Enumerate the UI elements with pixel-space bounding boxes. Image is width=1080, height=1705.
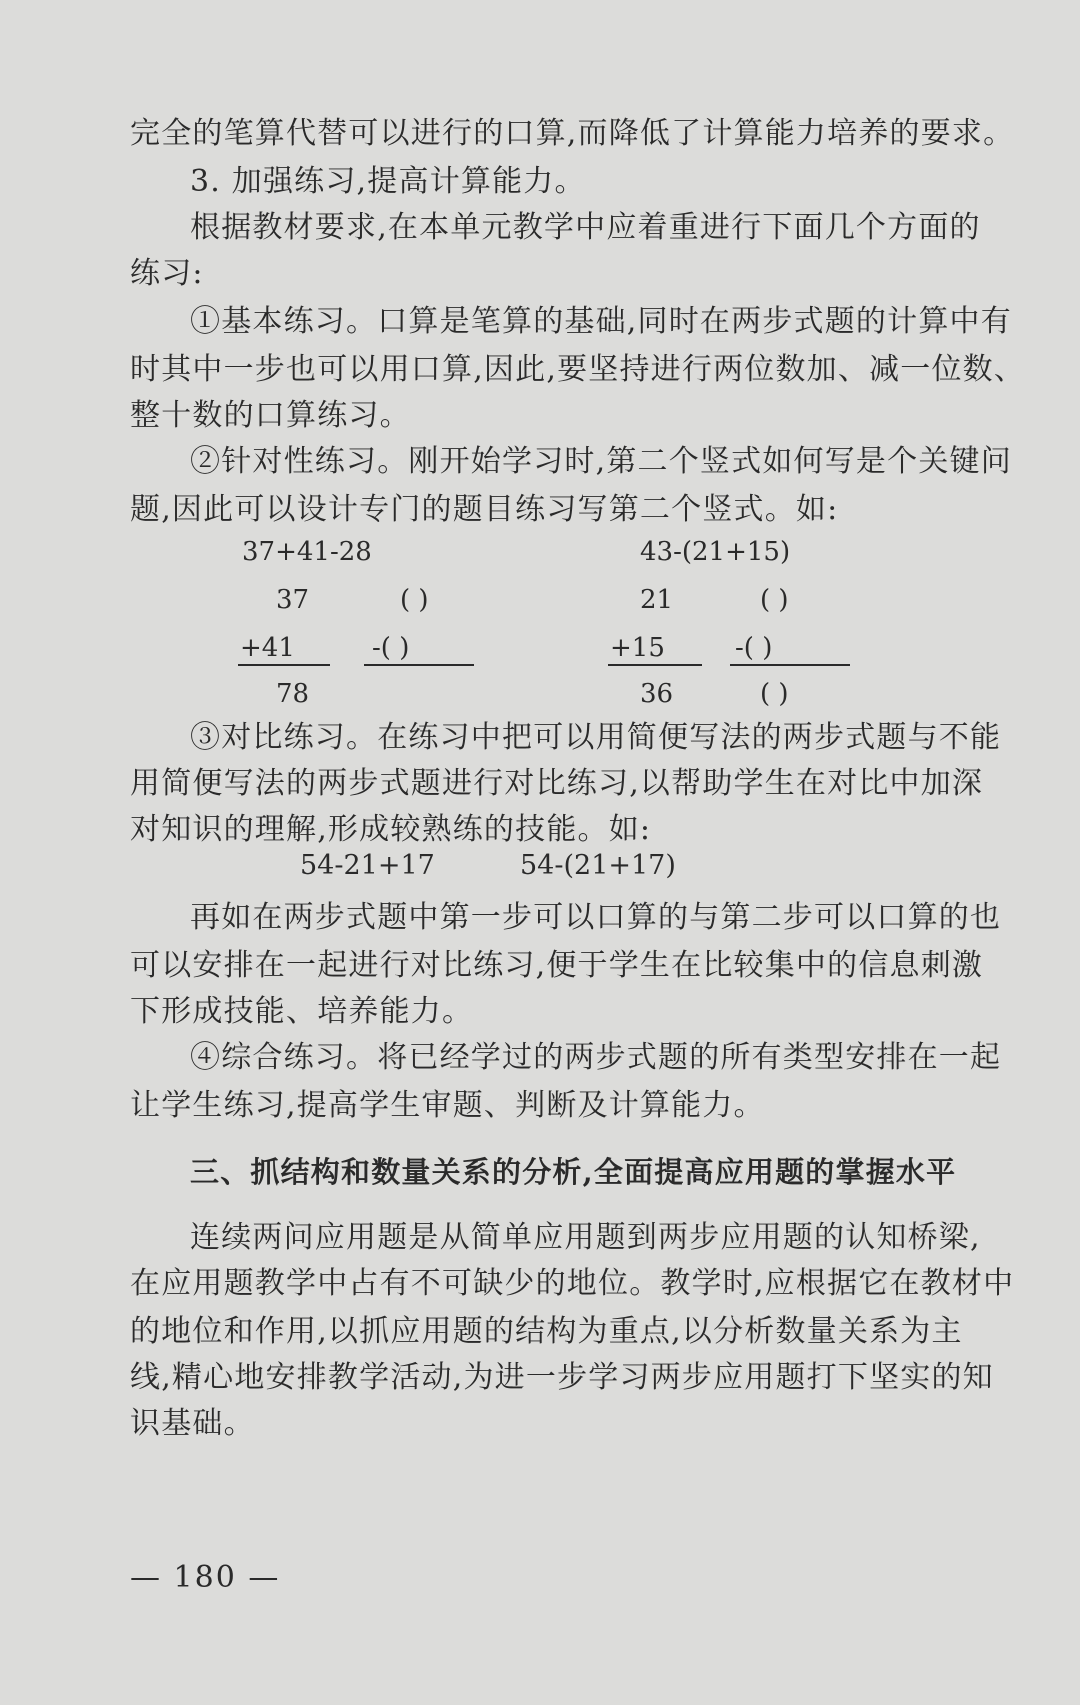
text-line: 在应用题教学中占有不可缺少的地位。教学时,应根据它在教材中	[130, 1266, 1015, 1301]
compare-expression: 54-(21+17)	[520, 850, 676, 881]
text-line: 的地位和作用,以抓应用题的结构为重点,以分析数量关系为主	[130, 1314, 963, 1349]
text-line: ③对比练习。在练习中把可以用简便写法的两步式题与不能	[190, 720, 1002, 755]
text-line: 对知识的理解,形成较熟练的技能。如:	[130, 812, 652, 847]
column-top: 37	[276, 585, 310, 615]
page-number: — 180 —	[130, 1560, 281, 1595]
column-top: 21	[640, 585, 674, 615]
text-line: 3. 加强练习,提高计算能力。	[190, 164, 586, 199]
text-line: ②针对性练习。刚开始学习时,第二个竖式如何写是个关键问	[190, 444, 1012, 479]
text-line: 可以安排在一起进行对比练习,便于学生在比较集中的信息刺激	[130, 948, 984, 983]
example-expression: 37+41-28	[242, 537, 372, 567]
text-line: 线,精心地安排教学活动,为进一步学习两步应用题打下坚实的知	[130, 1360, 994, 1395]
text-line: 再如在两步式题中第一步可以口算的与第二步可以口算的也	[190, 900, 1002, 935]
text-line: ①基本练习。口算是笔算的基础,同时在两步式题的计算中有	[190, 304, 1012, 339]
text-line: 题,因此可以设计专门的题目练习写第二个竖式。如:	[130, 492, 839, 527]
text-line: 整十数的口算练习。	[130, 398, 411, 433]
text-line: 下形成技能、培养能力。	[130, 994, 474, 1029]
text-line: 练习:	[130, 256, 204, 291]
blank-operand: -( )	[735, 633, 773, 663]
column-rule	[238, 664, 330, 666]
column-operand: +15	[610, 633, 665, 663]
column-operand: +41	[240, 633, 295, 663]
blank-result: ( )	[760, 679, 789, 709]
text-line: 时其中一步也可以用口算,因此,要坚持进行两位数加、减一位数、	[130, 352, 1026, 387]
example-expression: 43-(21+15)	[640, 537, 791, 567]
section-heading: 三、抓结构和数量关系的分析,全面提高应用题的掌握水平	[190, 1155, 957, 1189]
text-line: 连续两问应用题是从简单应用题到两步应用题的认知桥梁,	[190, 1220, 981, 1255]
text-line: 识基础。	[130, 1406, 255, 1441]
column-rule	[608, 664, 702, 666]
compare-expression: 54-21+17	[300, 850, 435, 881]
text-line: 用简便写法的两步式题进行对比练习,以帮助学生在对比中加深	[130, 766, 984, 801]
text-line: ④综合练习。将已经学过的两步式题的所有类型安排在一起	[190, 1040, 1002, 1075]
text-line: 完全的笔算代替可以进行的口算,而降低了计算能力培养的要求。	[130, 116, 1015, 151]
blank-rule	[730, 664, 850, 666]
text-line: 根据教材要求,在本单元教学中应着重进行下面几个方面的	[190, 210, 981, 245]
blank-top: ( )	[760, 585, 789, 615]
blank-operand: -( )	[372, 633, 410, 663]
text-line: 让学生练习,提高学生审题、判断及计算能力。	[130, 1088, 765, 1123]
column-result: 36	[640, 679, 674, 709]
blank-top: ( )	[400, 585, 429, 615]
column-result: 78	[276, 679, 310, 709]
blank-rule	[364, 664, 474, 666]
